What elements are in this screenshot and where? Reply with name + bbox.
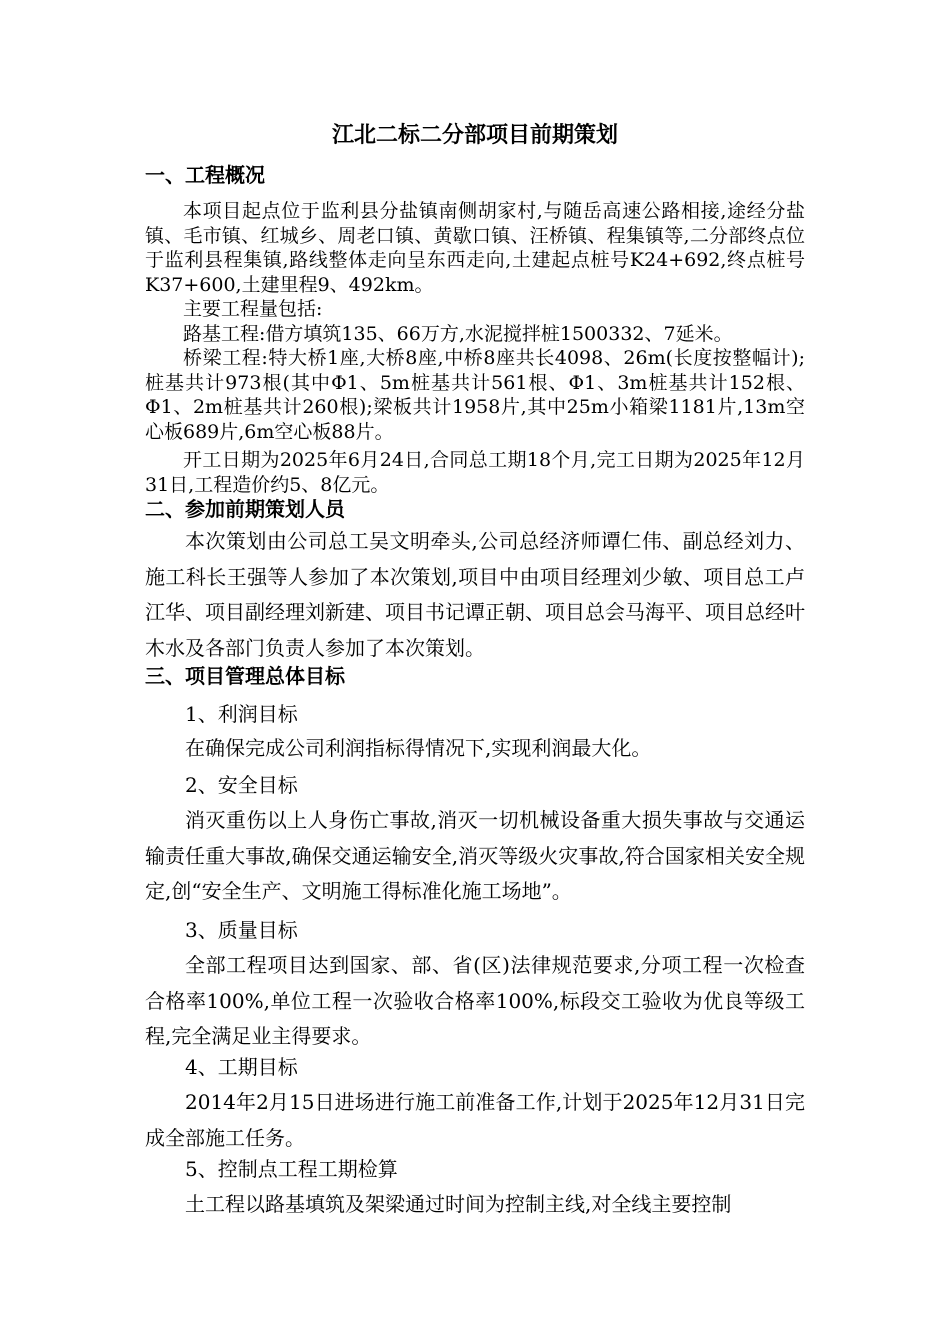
overview-paragraph-roadbed: 路基工程:借方填筑135、66万方,水泥搅拌桩1500332、7延米。: [183, 323, 733, 345]
goal-text-profit: 在确保完成公司利润指标得情况下,实现利润最大化。: [185, 736, 652, 760]
goal-label-control-points: 5、控制点工程工期检算: [185, 1157, 398, 1181]
overview-paragraph-quantities-intro: 主要工程量包括:: [183, 298, 323, 320]
personnel-paragraph: 本次策划由公司总工吴文明牵头,公司总经济师谭仁伟、副总经刘力、施工科长王强等人参加了本次策划,项目中由项目经理刘少敏、项目总工卢江华、项目副经理刘新建、项目书记谭正朝、项目总会马海平、项目总经叶木水及各部门负责人参加了本次策划。: [145, 529, 805, 660]
overview-paragraph-location: 本项目起点位于监利县分盐镇南侧胡家村,与随岳高速公路相接,途经分盐镇、毛市镇、红城乡、周老口镇、黄歇口镇、汪桥镇、程集镇等,二分部终点位于监利县程集镇,路线整体走向呈东西走向,土建起点桩号K24+692,终点桩号K37+600,土建里程9、492km。: [145, 200, 805, 296]
goal-label-safety: 2、安全目标: [185, 773, 298, 797]
section-heading-goals: 三、项目管理总体目标: [145, 664, 345, 688]
goal-text-schedule: 2014年2月15日进场进行施工前准备工作,计划于2025年12月31日完成全部施工任务。: [145, 1090, 805, 1150]
goal-text-safety: 消灭重伤以上人身伤亡事故,消灭一切机械设备重大损失事故与交通运输责任重大事故,确保交通运输安全,消灭等级火灾事故,符合国家相关安全规定,创“安全生产、文明施工得标准化施工场地”。: [145, 808, 805, 903]
goal-label-quality: 3、质量目标: [185, 918, 298, 942]
goal-label-profit: 1、利润目标: [185, 702, 298, 726]
page-title: 江北二标二分部项目前期策划: [331, 123, 618, 148]
goal-text-quality: 全部工程项目达到国家、部、省(区)法律规范要求,分项工程一次检查合格率100%,单位工程一次验收合格率100%,标段交工验收为优良等级工程,完全满足业主得要求。: [145, 953, 805, 1048]
section-heading-overview: 一、工程概况: [145, 163, 265, 187]
goal-text-control-points: 土工程以路基填筑及架梁通过时间为控制主线,对全线主要控制: [185, 1192, 732, 1216]
overview-paragraph-schedule: 开工日期为2025年6月24日,合同总工期18个月,完工日期为2025年12月31日,工程造价约5、8亿元。: [145, 449, 805, 496]
section-heading-personnel: 二、参加前期策划人员: [145, 497, 345, 521]
goal-label-schedule: 4、工期目标: [185, 1055, 298, 1079]
overview-paragraph-bridges: 桥梁工程:特大桥1座,大桥8座,中桥8座共长4098、26m(长度按整幅计);桩基共计973根(其中Φ1、5m桩基共计561根、Φ1、3m桩基共计152根、Φ1、2m桩基共计260根);梁板共计1958片,其中25m小箱梁1181片,13m空心板689片,6m空心板88片。: [145, 347, 805, 443]
